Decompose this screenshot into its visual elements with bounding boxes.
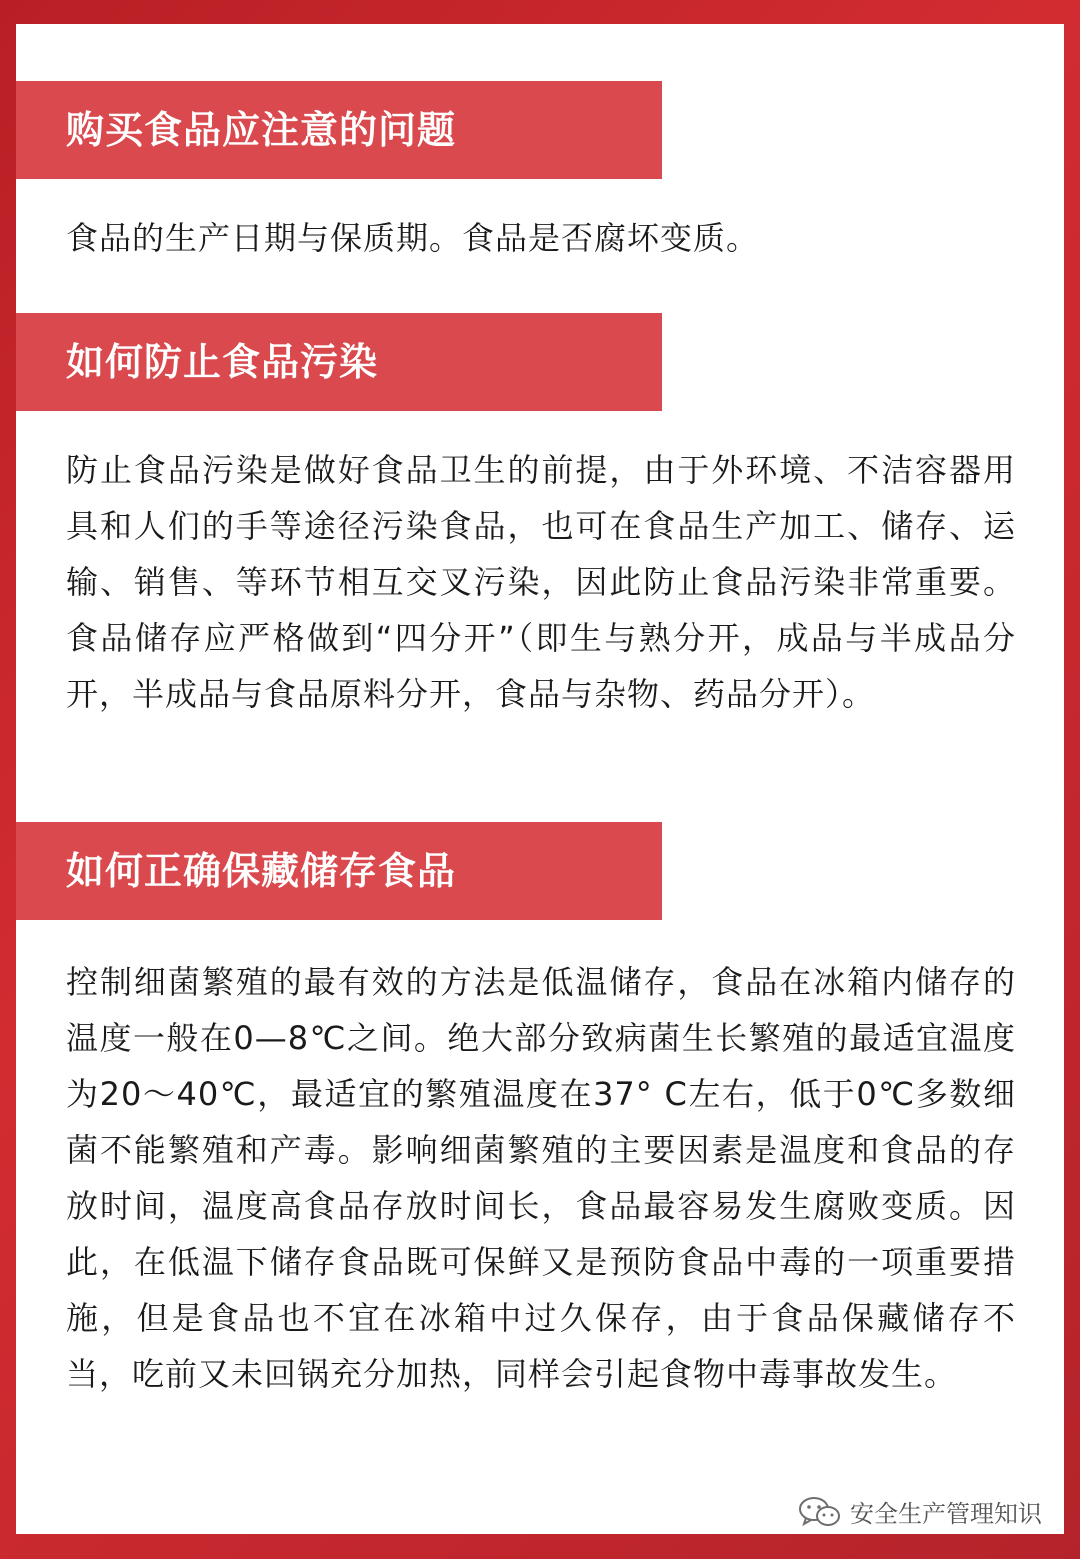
section-body-prevent-contamination: 防止食品污染是做好食品卫生的前提，由于外环境、不洁容器用具和人们的手等途径污染食品，也可在食品生产加工、储存、运输、销售、等环节相互交叉污染，因此防止食品污染非常重要。食品储存应严格做到“四分开”（即生与熟分开，成品与半成品分开，半成品与食品原料分开，食品与杂物、药品分开）。 — [66, 451, 1016, 713]
section-heading-prevent-contamination: 如何防止食品污染 — [16, 313, 662, 411]
content-card — [16, 24, 1064, 1534]
watermark-text: 安全生产管理知识 — [850, 1500, 1042, 1528]
section-heading-purchase: 购买食品应注意的问题 — [16, 81, 662, 179]
section-body-purchase: 食品的生产日期与保质期。食品是否腐坏变质。 — [66, 219, 760, 257]
section-heading-storage: 如何正确保藏储存食品 — [16, 822, 662, 920]
watermark — [798, 1494, 1042, 1529]
wechat-icon — [798, 1495, 842, 1529]
section-body-storage: 控制细菌繁殖的最有效的方法是低温储存，食品在冰箱内储存的温度一般在0—8℃之间。绝大部分致病菌生长繁殖的最适宜温度为20～40℃，最适宜的繁殖温度在37° C左右，低于0℃多数细菌不能繁殖和产毒。影响细菌繁殖的主要因素是温度和食品的存放时间，温度高食品存放时间长，食品最容易发生腐败变质。因此，在低温下储存食品既可保鲜又是预防食品中毒的一项重要措施，但是食品也不宜在冰箱中过久保存，由于食品保藏储存不当，吃前又未回锅充分加热，同样会引起食物中毒事故发生。 — [66, 963, 1016, 1393]
